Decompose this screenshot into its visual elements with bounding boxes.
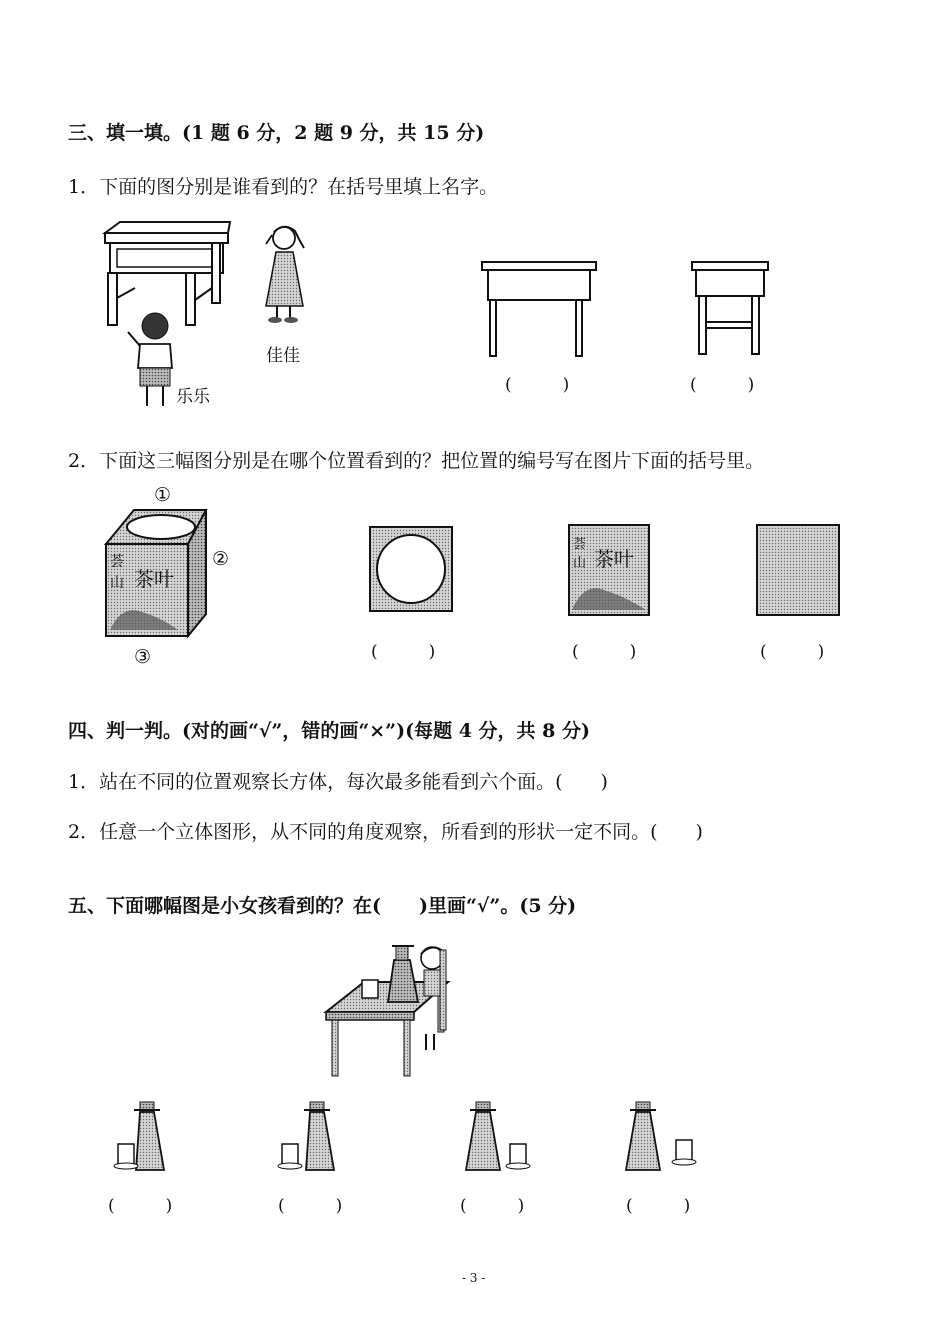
section5-heading: 五、下面哪幅图是小女孩看到的？在( )里画“√”。(5 分) [68, 895, 577, 917]
desk-front-view [480, 260, 600, 360]
question-1-text: 1．下面的图分别是谁看到的？在括号里填上名字。 [68, 176, 499, 198]
q5-answer-blank-4[interactable]: ( ) [626, 1196, 691, 1216]
q2-answer-blank-1[interactable]: ( ) [371, 642, 436, 662]
boy-name-label: 乐乐 [176, 387, 210, 407]
q5-answer-blank-1[interactable]: ( ) [108, 1196, 173, 1216]
option-view-b [276, 1100, 340, 1176]
position-label-2: ② [212, 548, 230, 570]
boy-lele-figure [128, 313, 172, 406]
page-number: - 3 - [462, 1271, 486, 1285]
front-view-text-small-bottom: 山 [573, 556, 587, 571]
section4-heading: 四、判一判。(对的画“√”，错的画“×”)(每题 4 分，共 8 分) [68, 720, 590, 742]
q2-answer-blank-2[interactable]: ( ) [572, 642, 637, 662]
option-view-d [622, 1100, 698, 1176]
q2-answer-blank-3[interactable]: ( ) [760, 642, 825, 662]
tea-box-text-large: 茶叶 [134, 567, 174, 591]
desk-side-view [690, 260, 774, 360]
girl-name-label: 佳佳 [266, 346, 300, 366]
option-view-c [462, 1100, 532, 1176]
desk-drawing [105, 222, 230, 325]
table-girl-scene [322, 938, 462, 1082]
q5-answer-blank-2[interactable]: ( ) [278, 1196, 343, 1216]
q1-answer-blank-1[interactable]: ( ) [505, 375, 570, 395]
side-view-blank [756, 524, 840, 616]
section3-heading: 三、填一填。(1 题 6 分，2 题 9 分，共 15 分) [68, 122, 485, 144]
tea-box-text-small-top: 荟 [110, 554, 124, 570]
q1-answer-blank-2[interactable]: ( ) [690, 375, 755, 395]
front-view-text-small-top: 荟 [573, 537, 587, 552]
position-label-3: ③ [134, 646, 152, 668]
front-view-text-large: 茶叶 [594, 547, 634, 571]
desk-scene-illustration [100, 218, 330, 418]
girl-jiajia-figure [266, 227, 304, 323]
option-view-a [112, 1100, 176, 1176]
tea-box-text-small-bottom: 山 [110, 575, 124, 591]
judgment-item-2[interactable]: 2．任意一个立体图形，从不同的角度观察，所看到的形状一定不同。( ) [68, 821, 703, 843]
judgment-item-1[interactable]: 1．站在不同的位置观察长方体，每次最多能看到六个面。( ) [68, 771, 608, 793]
top-view-circle [369, 526, 453, 612]
q5-answer-blank-3[interactable]: ( ) [460, 1196, 525, 1216]
question-2-text: 2．下面这三幅图分别是在哪个位置看到的？把位置的编号写在图片下面的括号里。 [68, 450, 765, 472]
position-label-1: ① [154, 484, 172, 506]
